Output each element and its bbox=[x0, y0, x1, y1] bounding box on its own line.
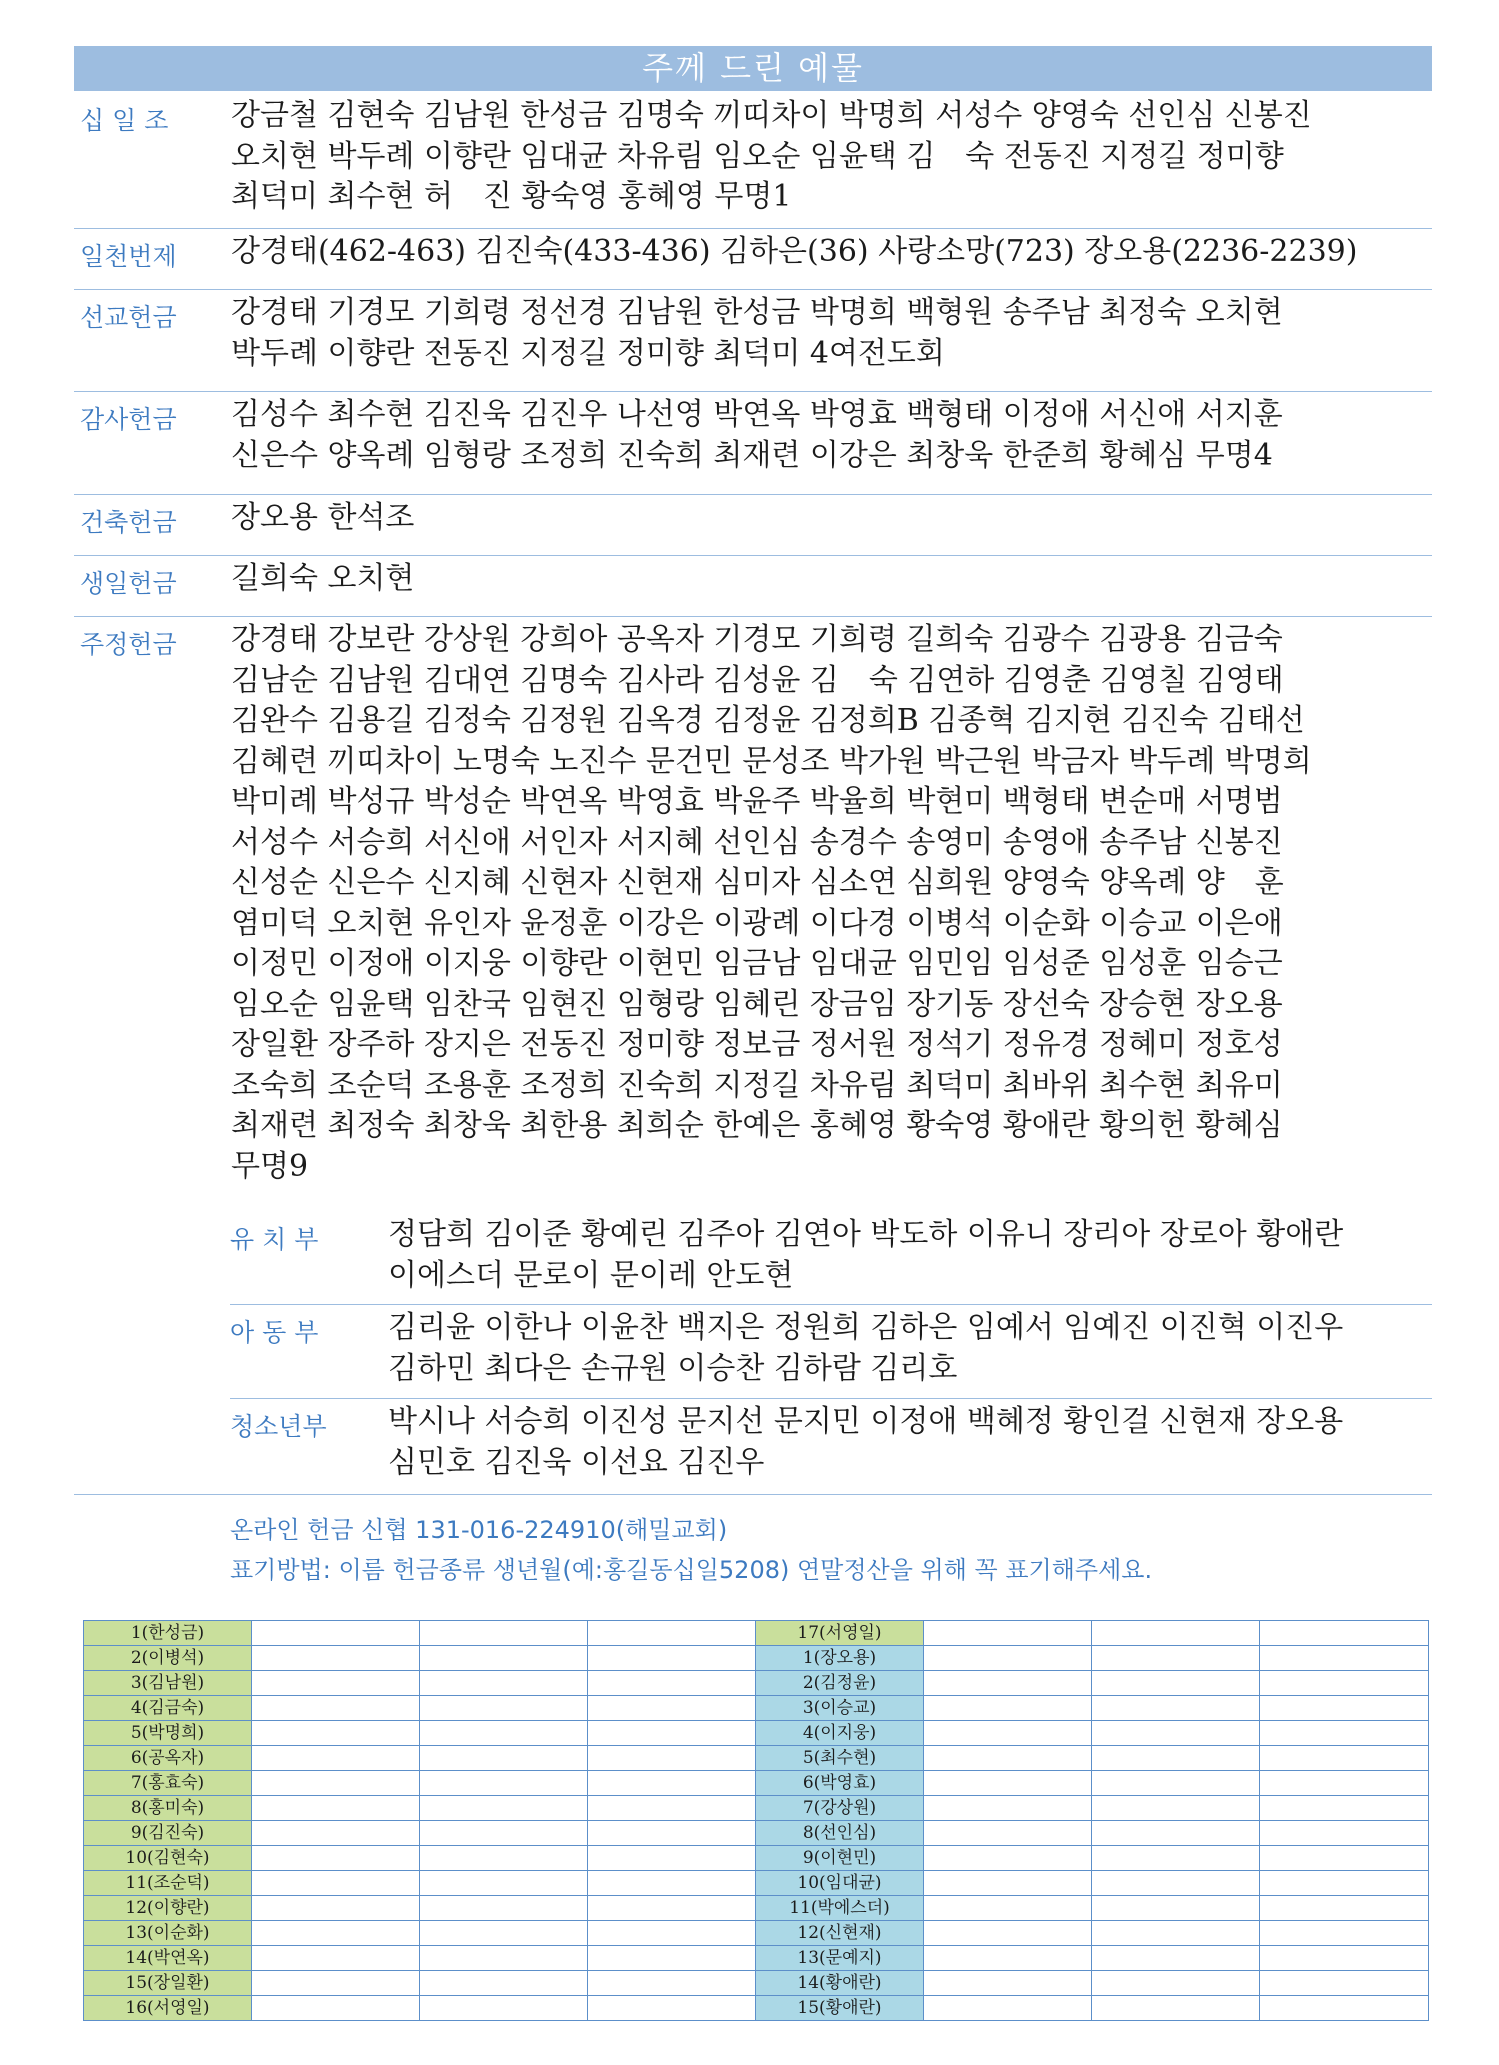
rota-empty-cell bbox=[420, 1821, 588, 1846]
rota-empty-cell bbox=[1092, 1671, 1260, 1696]
subsection-label: 아 동 부 bbox=[230, 1318, 319, 1347]
rota-right-label: 2(김정윤) bbox=[756, 1671, 924, 1696]
rota-empty-cell bbox=[252, 1671, 420, 1696]
rota-empty-cell bbox=[252, 1896, 420, 1921]
rota-right-label: 5(최수현) bbox=[756, 1746, 924, 1771]
subsection-label: 청소년부 bbox=[230, 1412, 327, 1441]
rota-empty-cell bbox=[1260, 1996, 1429, 2021]
section-tithe bbox=[74, 93, 1432, 229]
rota-empty-cell bbox=[1260, 1621, 1429, 1646]
rota-empty-cell bbox=[924, 1996, 1092, 2021]
rota-empty-cell bbox=[252, 1696, 420, 1721]
section-names: 장오용 한석조 bbox=[231, 500, 415, 535]
rota-left-label: 13(이순화) bbox=[84, 1921, 252, 1946]
rota-empty-cell bbox=[420, 1921, 588, 1946]
rota-empty-cell bbox=[1260, 1971, 1429, 1996]
rota-empty-cell bbox=[924, 1896, 1092, 1921]
rota-left-label: 16(서영일) bbox=[84, 1996, 252, 2021]
rota-empty-cell bbox=[252, 1771, 420, 1796]
rota-empty-cell bbox=[588, 1721, 756, 1746]
table-row bbox=[84, 1921, 1429, 1946]
table-row bbox=[84, 1621, 1429, 1646]
rota-empty-cell bbox=[1092, 1921, 1260, 1946]
section-label: 일천번제 bbox=[80, 242, 177, 271]
rota-empty-cell bbox=[420, 1621, 588, 1646]
rota-empty-cell bbox=[1092, 1896, 1260, 1921]
rota-empty-cell bbox=[420, 1771, 588, 1796]
rota-empty-cell bbox=[588, 1946, 756, 1971]
rota-empty-cell bbox=[924, 1846, 1092, 1871]
table-row bbox=[84, 1796, 1429, 1821]
rota-empty-cell bbox=[1260, 1771, 1429, 1796]
rota-empty-cell bbox=[420, 1746, 588, 1771]
rota-empty-cell bbox=[588, 1846, 756, 1871]
rota-empty-cell bbox=[252, 1621, 420, 1646]
table-row bbox=[84, 1696, 1429, 1721]
rota-right-label: 14(황애란) bbox=[756, 1971, 924, 1996]
rota-empty-cell bbox=[420, 1896, 588, 1921]
rota-grid bbox=[83, 1620, 1429, 2021]
rota-empty-cell bbox=[252, 1946, 420, 1971]
rota-left-label: 5(박명희) bbox=[84, 1721, 252, 1746]
section-label: 생일헌금 bbox=[80, 569, 177, 598]
rota-empty-cell bbox=[420, 1671, 588, 1696]
rota-empty-cell bbox=[252, 1646, 420, 1671]
table-row bbox=[84, 1846, 1429, 1871]
subsection-youth bbox=[230, 1399, 1432, 1493]
rota-empty-cell bbox=[420, 1946, 588, 1971]
rota-left-label: 8(홍미숙) bbox=[84, 1796, 252, 1821]
rota-empty-cell bbox=[252, 1921, 420, 1946]
rota-empty-cell bbox=[420, 1996, 588, 2021]
section-names: 강경태(462-463) 김진숙(433-436) 김하은(36) 사랑소망(723) 장오용(2236-2239) bbox=[231, 234, 1358, 269]
rota-empty-cell bbox=[1260, 1871, 1429, 1896]
rota-empty-cell bbox=[1092, 1721, 1260, 1746]
rota-left-label: 9(김진숙) bbox=[84, 1821, 252, 1846]
rota-empty-cell bbox=[588, 1896, 756, 1921]
rota-right-label: 11(박에스더) bbox=[756, 1896, 924, 1921]
table-row bbox=[84, 1871, 1429, 1896]
rota-empty-cell bbox=[924, 1671, 1092, 1696]
page-title: 주께 드린 예물 bbox=[74, 46, 1432, 91]
rota-empty-cell bbox=[252, 1796, 420, 1821]
rota-empty-cell bbox=[1260, 1671, 1429, 1696]
rota-right-label: 8(선인심) bbox=[756, 1821, 924, 1846]
table-row bbox=[84, 1746, 1429, 1771]
rota-empty-cell bbox=[1092, 1746, 1260, 1771]
rota-right-label: 7(강상원) bbox=[756, 1796, 924, 1821]
rota-empty-cell bbox=[1092, 1871, 1260, 1896]
rota-left-label: 6(공옥자) bbox=[84, 1746, 252, 1771]
section-names: 김성수 최수현 김진욱 김진우 나선영 박연옥 박영효 백형태 이정애 서신애 서지훈 신은수 양옥례 임형랑 조정희 진숙희 최재련 이강은 최창욱 한준희 황혜심 무명4 bbox=[231, 397, 1283, 473]
service-rota-table bbox=[83, 1620, 1428, 2060]
subsection-children bbox=[230, 1305, 1432, 1399]
rota-empty-cell bbox=[420, 1696, 588, 1721]
rota-left-label: 10(김현숙) bbox=[84, 1846, 252, 1871]
rota-empty-cell bbox=[420, 1846, 588, 1871]
rota-left-label: 11(조순덕) bbox=[84, 1871, 252, 1896]
rota-empty-cell bbox=[420, 1646, 588, 1671]
rota-empty-cell bbox=[924, 1696, 1092, 1721]
rota-empty-cell bbox=[252, 1996, 420, 2021]
rota-empty-cell bbox=[1260, 1821, 1429, 1846]
rota-empty-cell bbox=[1092, 1821, 1260, 1846]
rota-empty-cell bbox=[588, 1821, 756, 1846]
rota-empty-cell bbox=[924, 1621, 1092, 1646]
rota-empty-cell bbox=[588, 1796, 756, 1821]
rota-empty-cell bbox=[1260, 1696, 1429, 1721]
rota-left-label: 2(이병석) bbox=[84, 1646, 252, 1671]
rota-left-label: 7(홍효숙) bbox=[84, 1771, 252, 1796]
rota-empty-cell bbox=[252, 1846, 420, 1871]
rota-empty-cell bbox=[924, 1646, 1092, 1671]
rota-empty-cell bbox=[924, 1871, 1092, 1896]
rota-empty-cell bbox=[924, 1721, 1092, 1746]
rota-empty-cell bbox=[588, 1971, 756, 1996]
rota-right-label: 1(장오용) bbox=[756, 1646, 924, 1671]
section-label: 선교헌금 bbox=[80, 303, 177, 332]
rota-left-label: 12(이향란) bbox=[84, 1896, 252, 1921]
table-row bbox=[84, 1646, 1429, 1671]
rota-empty-cell bbox=[1092, 1971, 1260, 1996]
rota-empty-cell bbox=[1260, 1921, 1429, 1946]
rota-right-label: 3(이승교) bbox=[756, 1696, 924, 1721]
online-giving-info bbox=[230, 1510, 1152, 1590]
table-row bbox=[84, 1721, 1429, 1746]
rota-empty-cell bbox=[588, 1621, 756, 1646]
rota-right-label: 6(박영효) bbox=[756, 1771, 924, 1796]
table-row bbox=[84, 1996, 1429, 2021]
rota-left-label: 14(박연옥) bbox=[84, 1946, 252, 1971]
rota-right-label: 9(이현민) bbox=[756, 1846, 924, 1871]
section-birthday-offering bbox=[74, 556, 1432, 617]
rota-left-label: 1(한성금) bbox=[84, 1621, 252, 1646]
rota-empty-cell bbox=[924, 1796, 1092, 1821]
rota-empty-cell bbox=[588, 1871, 756, 1896]
rota-empty-cell bbox=[588, 1771, 756, 1796]
rota-right-label: 17(서영일) bbox=[756, 1621, 924, 1646]
rota-empty-cell bbox=[1092, 1846, 1260, 1871]
rota-empty-cell bbox=[420, 1796, 588, 1821]
rota-empty-cell bbox=[1260, 1946, 1429, 1971]
rota-left-label: 15(장일환) bbox=[84, 1971, 252, 1996]
rota-empty-cell bbox=[1092, 1621, 1260, 1646]
rota-empty-cell bbox=[1260, 1796, 1429, 1821]
rota-empty-cell bbox=[924, 1821, 1092, 1846]
rota-empty-cell bbox=[924, 1921, 1092, 1946]
section-thanks-offering bbox=[74, 392, 1432, 495]
rota-empty-cell bbox=[1260, 1746, 1429, 1771]
section-label: 십 일 조 bbox=[80, 106, 169, 135]
section-thousand-offering bbox=[74, 229, 1432, 290]
rota-empty-cell bbox=[252, 1971, 420, 1996]
section-names: 강금철 김현숙 김남원 한성금 김명숙 끼띠차이 박명희 서성수 양영숙 선인심 신봉진 오치현 박두례 이향란 임대균 차유림 임오순 임윤택 김 숙 전동진 지정길 정미향 최덕미 최수현 허 진 황숙영 홍혜영 무명1 bbox=[231, 98, 1312, 214]
rota-right-label: 15(황애란) bbox=[756, 1996, 924, 2021]
rota-empty-cell bbox=[924, 1746, 1092, 1771]
section-names: 강경태 기경모 기희령 정선경 김남원 한성금 박명희 백형원 송주남 최정숙 오치현 박두례 이향란 전동진 지정길 정미향 최덕미 4여전도회 bbox=[231, 295, 1283, 371]
rota-empty-cell bbox=[252, 1871, 420, 1896]
rota-empty-cell bbox=[252, 1746, 420, 1771]
rota-left-label: 3(김남원) bbox=[84, 1671, 252, 1696]
rota-empty-cell bbox=[1092, 1796, 1260, 1821]
rota-right-label: 13(문예지) bbox=[756, 1946, 924, 1971]
table-row bbox=[84, 1971, 1429, 1996]
rota-empty-cell bbox=[924, 1971, 1092, 1996]
rota-empty-cell bbox=[1260, 1721, 1429, 1746]
section-names: 길희숙 오치현 bbox=[231, 561, 415, 596]
section-mission-offering bbox=[74, 290, 1432, 392]
rota-empty-cell bbox=[588, 1696, 756, 1721]
rota-empty-cell bbox=[588, 1746, 756, 1771]
rota-empty-cell bbox=[924, 1771, 1092, 1796]
rota-empty-cell bbox=[588, 1921, 756, 1946]
online-account: 온라인 헌금 신협 131-016-224910(해밀교회) bbox=[230, 1516, 728, 1544]
rota-empty-cell bbox=[1260, 1896, 1429, 1921]
rota-empty-cell bbox=[924, 1946, 1092, 1971]
rota-empty-cell bbox=[1260, 1646, 1429, 1671]
rota-empty-cell bbox=[588, 1671, 756, 1696]
rota-empty-cell bbox=[588, 1646, 756, 1671]
rota-empty-cell bbox=[420, 1721, 588, 1746]
rota-empty-cell bbox=[1092, 1946, 1260, 1971]
section-building-offering bbox=[74, 495, 1432, 556]
rota-empty-cell bbox=[1092, 1696, 1260, 1721]
rota-right-label: 12(신현재) bbox=[756, 1921, 924, 1946]
rota-empty-cell bbox=[1092, 1996, 1260, 2021]
rota-empty-cell bbox=[252, 1721, 420, 1746]
section-names: 강경태 강보란 강상원 강희아 공옥자 기경모 기희령 길희숙 김광수 김광용 김금숙 김남순 김남원 김대연 김명숙 김사라 김성윤 김 숙 김연하 김영춘 김영칠 김영태 김완수 김용길 김정숙 김정원 김옥경 김정윤 김정희B 김종혁 김지현 김진숙 김태선 김혜련 끼띠차이 노명숙 노진수 문건민 문성조 박가원 박근원 박금자 박두례 박명희 박미례 박성규 박성순 박연옥 박영효 박윤주 박율희 박현미 백형태 변순매 서명범 서성수 서승희 서신애 서인자 서지혜 선인심 송경수 송영미 송영애 송주남 신봉진 신성순 신은수 신지혜 신현자 신현재 심미자 심소연 심희원 양영숙 양옥례 양 훈 염미덕 오치현 유인자 윤정훈 이강은 이광례 이다경 이병석 이순화 이승교 이은애 이정민 이정애 이지웅 이향란 이현민 임금남 임대균 임민임 임성준 임성훈 임승근 임오순 임윤택 임찬국 임현진 임형랑 임혜린 장금임 장기동 장선숙 장승현 장오용 장일환 장주하 장지은 전동진 정미향 정보금 정서원 정석기 정유경 정혜미 정호성 조숙희 조순덕 조용훈 조정희 진숙희 지정길 차유림 최덕미 최바위 최수현 최유미 최재련 최정숙 최창욱 최한용 최희순 한예은 홍혜영 황숙영 황애란 황의헌 황혜심 무명9 bbox=[231, 622, 1312, 1184]
section-label: 감사헌금 bbox=[80, 405, 177, 434]
subsection-names: 정담희 김이준 황예린 김주아 김연아 박도하 이유니 장리아 장로아 황애란 이에스더 문로이 문이레 안도현 bbox=[388, 1217, 1344, 1293]
section-label: 건축헌금 bbox=[80, 508, 177, 537]
rota-empty-cell bbox=[420, 1871, 588, 1896]
rota-empty-cell bbox=[1092, 1771, 1260, 1796]
rota-empty-cell bbox=[588, 1996, 756, 2021]
rota-empty-cell bbox=[1092, 1646, 1260, 1671]
rota-right-label: 10(임대균) bbox=[756, 1871, 924, 1896]
table-row bbox=[84, 1671, 1429, 1696]
rota-empty-cell bbox=[252, 1821, 420, 1846]
table-row bbox=[84, 1771, 1429, 1796]
subsection-label: 유 치 부 bbox=[230, 1225, 319, 1254]
subsection-names: 김리윤 이한나 이윤찬 백지은 정원희 김하은 임예서 임예진 이진혁 이진우 김하민 최다은 손규원 이승찬 김하람 김리호 bbox=[388, 1310, 1344, 1386]
subsection-kindergarten bbox=[230, 1212, 1432, 1305]
table-row bbox=[84, 1821, 1429, 1846]
table-row bbox=[84, 1896, 1429, 1921]
rota-left-label: 4(김금숙) bbox=[84, 1696, 252, 1721]
rota-right-label: 4(이지웅) bbox=[756, 1721, 924, 1746]
rota-empty-cell bbox=[420, 1971, 588, 1996]
section-label: 주정헌금 bbox=[80, 630, 177, 659]
rota-empty-cell bbox=[1260, 1846, 1429, 1871]
subsection-names: 박시나 서승희 이진성 문지선 문지민 이정애 백혜정 황인걸 신현재 장오용 심민호 김진욱 이선요 김진우 bbox=[388, 1404, 1344, 1480]
table-row bbox=[84, 1946, 1429, 1971]
online-instruction: 표기방법: 이름 헌금종류 생년월(예:홍길동십일5208) 연말정산을 위해 꼭 표기해주세요. bbox=[230, 1556, 1153, 1584]
